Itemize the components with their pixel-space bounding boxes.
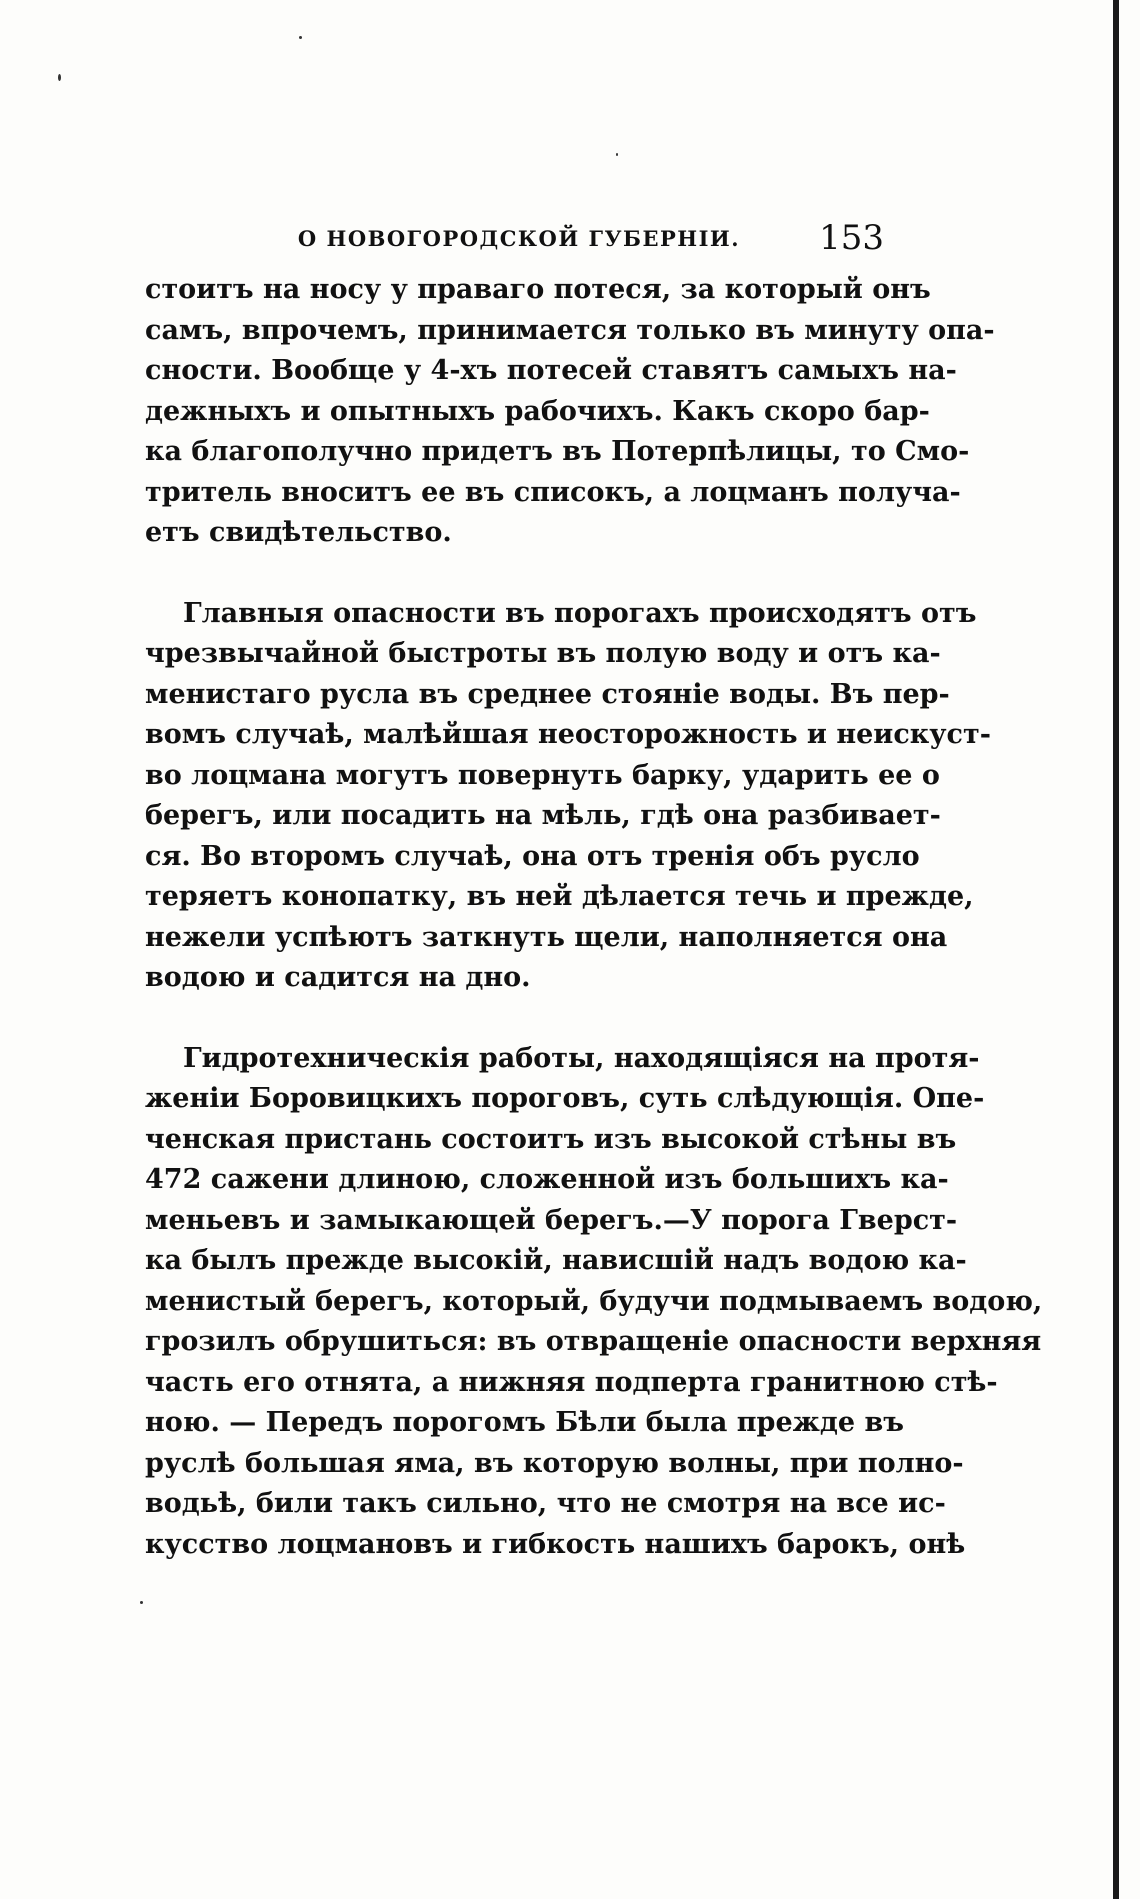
paragraph xyxy=(145,1039,1043,1566)
paper-speck xyxy=(58,74,61,81)
text-line: меньевъ и замыкающей берегъ.—У порога Гверст- xyxy=(145,1204,958,1236)
text-line: ною. — Передъ порогомъ Бѣли была прежде въ xyxy=(145,1407,904,1438)
text-line: ченская пристань состоитъ изъ высокой стѣны въ xyxy=(145,1123,957,1155)
paper-speck xyxy=(299,36,302,39)
paragraph xyxy=(145,594,991,999)
text-line: ка былъ прежде высокій, нависшій надъ водою ка- xyxy=(145,1245,967,1276)
text-line: дежныхъ и опытныхъ рабочихъ. Какъ скоро бар- xyxy=(145,395,930,427)
text-line: ка благополучно придетъ въ Потерпѣлицы, то Смо- xyxy=(145,436,970,467)
page-number: 153 xyxy=(819,218,884,258)
text-line: етъ свидѣтельство. xyxy=(145,517,452,548)
text-line: менистаго русла въ среднее стояніе воды. Въ пер- xyxy=(145,678,950,710)
text-line: во лоцмана могутъ повернуть барку, ударить ее о xyxy=(145,759,940,791)
page-binding-edge xyxy=(1113,0,1119,1899)
text-line: грозилъ обрушиться: въ отвращеніе опасности верхняя xyxy=(145,1326,1042,1357)
text-line: Гидротехническія работы, находящіяся на протя- xyxy=(183,1042,980,1074)
text-line: сности. Вообще у 4-хъ потесей ставятъ самыхъ на- xyxy=(145,355,957,386)
text-line: вомъ случаѣ, малѣйшая неосторожность и неискуст- xyxy=(145,719,991,750)
paper-speck xyxy=(140,1601,143,1604)
text-line: ся. Во второмъ случаѣ, она отъ тренія объ русло xyxy=(145,840,920,872)
text-line: 472 сажени длиною, сложенной изъ большихъ ка- xyxy=(145,1164,949,1195)
page-header xyxy=(144,218,884,258)
paragraph-gap xyxy=(145,554,883,594)
running-title: О НОВОГОРОДСКОЙ ГУБЕРНІИ. xyxy=(297,226,741,251)
text-body xyxy=(145,270,1043,1565)
text-line: Главныя опасности въ порогахъ происходятъ отъ xyxy=(183,597,977,629)
text-line: теряетъ конопатку, въ ней дѣлается течь и прежде, xyxy=(145,881,974,912)
paragraph-gap xyxy=(145,999,883,1039)
paper-speck xyxy=(616,153,618,156)
text-line: тритель вноситъ ее въ списокъ, а лоцманъ получа- xyxy=(145,476,961,508)
text-line: водьѣ, били такъ сильно, что не смотря на все ис- xyxy=(145,1488,946,1519)
text-line: чрезвычайной быстроты въ полую воду и отъ ка- xyxy=(145,638,941,669)
text-line: менистый берегъ, который, будучи подмываемъ водою, xyxy=(145,1285,1043,1317)
text-line: самъ, впрочемъ, принимается только въ минуту опа- xyxy=(145,314,995,346)
text-line: водою и садится на дно. xyxy=(145,962,531,993)
text-line: нежели успѣютъ заткнуть щели, наполняется она xyxy=(145,921,948,953)
text-line: берегъ, или посадить на мѣль, гдѣ она разбивает- xyxy=(145,800,941,831)
text-line: кусство лоцмановъ и гибкость нашихъ барокъ, онѣ xyxy=(145,1528,966,1560)
text-line: руслѣ большая яма, въ которую волны, при полно- xyxy=(145,1447,964,1479)
text-line: стоитъ на носу у праваго потеся, за который онъ xyxy=(145,274,931,305)
text-line: часть его отнята, а нижняя подперта гранитною стѣ- xyxy=(145,1366,998,1398)
paragraph xyxy=(145,270,995,554)
text-line: женіи Боровицкихъ пороговъ, суть слѣдующія. Опе- xyxy=(145,1083,985,1114)
